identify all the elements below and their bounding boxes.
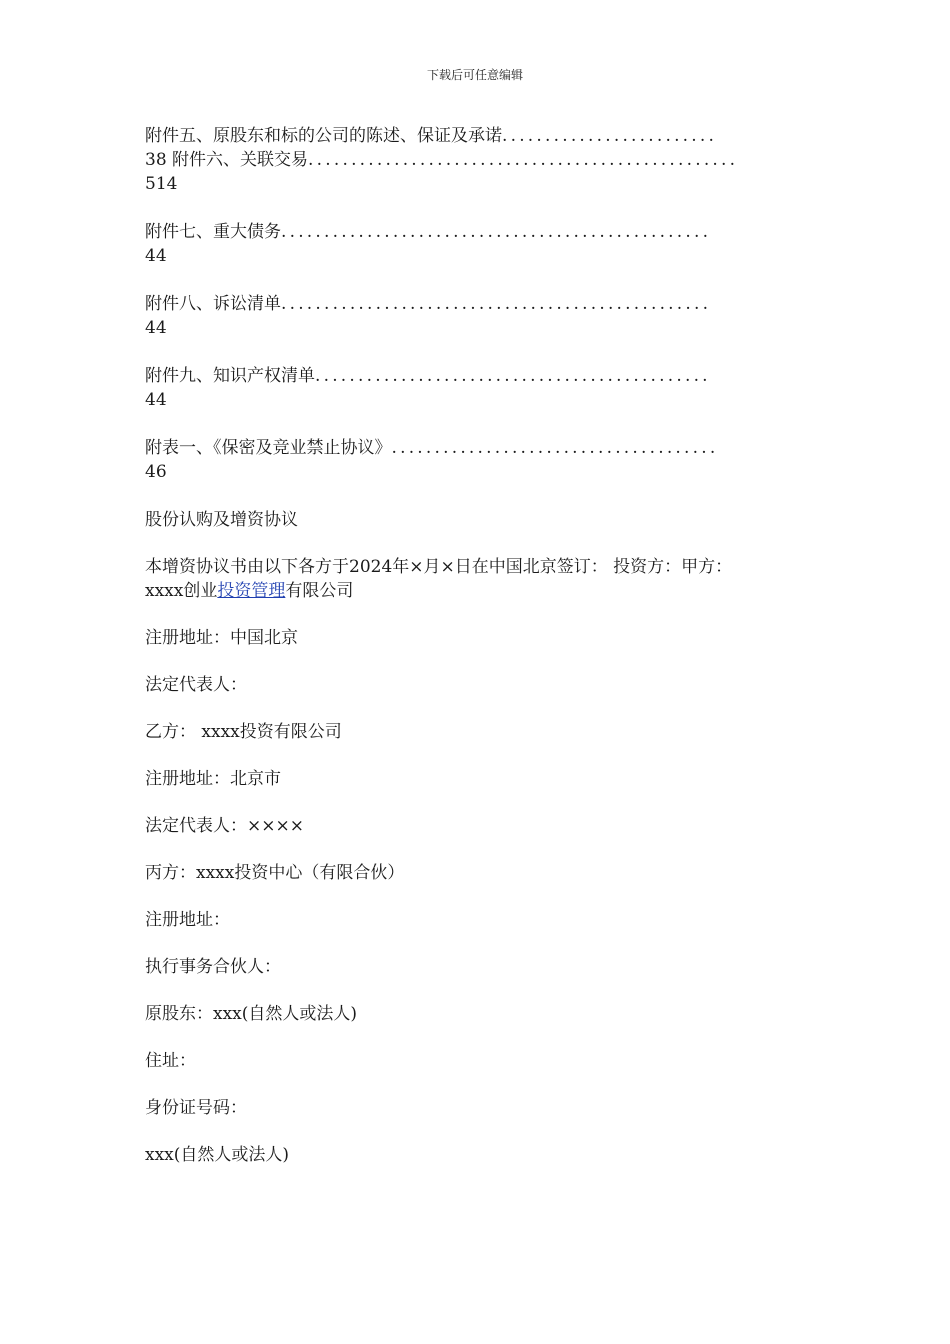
intro-party-a-suffix: 有限公司 [285,581,354,601]
toc-label: 附件七、重大债务 [145,222,281,242]
shareholder-address: 住址： [145,1051,196,1071]
toc-leader: .................................................. [308,150,739,170]
toc-entry-9 [145,364,815,412]
toc-label: 附件九、知识产权清单 [145,366,315,386]
document-body [145,124,815,1190]
toc-label: 38 附件六、关联交易 [145,150,309,170]
toc-leader: ......................... [502,126,718,146]
party-c-address: 注册地址： [145,910,230,930]
toc-page-number: 44 [145,318,167,338]
agreement-title: 股份认购及增资协议 [145,510,298,530]
intro-paragraph [145,555,815,603]
intro-text: 本增资协议书由以下各方于2024年×月×日在中国北京签订： 投资方：甲方： [145,557,733,577]
party-c: 丙方：xxxx投资中心（有限合伙） [145,863,405,883]
toc-page-number: 514 [145,174,178,194]
toc-label: 附件五、原股东和标的公司的陈述、保证及承诺 [145,126,502,146]
toc-label: 附件八、诉讼清单 [145,294,281,314]
toc-page-number: 44 [145,246,167,266]
party-a-address: 注册地址：中国北京 [145,628,298,648]
intro-party-a: xxxx创业 [145,581,218,601]
party-b-address: 注册地址：北京市 [145,769,281,789]
party-c-executive-partner: 执行事务合伙人： [145,957,281,977]
second-shareholder: xxx(自然人或法人) [145,1145,290,1165]
toc-leader: .............................................. [315,366,711,386]
toc-label: 附表一、《保密及竞业禁止协议》 [145,438,392,458]
investment-management-link[interactable]: 投资管理 [217,581,286,601]
party-b: 乙方： xxxx投资有限公司 [145,722,342,742]
toc-page-number: 44 [145,390,167,410]
party-a-representative: 法定代表人： [145,675,247,695]
toc-entry-5-6 [145,124,815,196]
toc-leader: ...................................... [391,438,719,458]
shareholder-id-number: 身份证号码： [145,1098,247,1118]
original-shareholder: 原股东：xxx(自然人或法人) [145,1004,358,1024]
toc-leader: .................................................. [281,294,712,314]
page-header: 下载后可任意编辑 [426,68,523,82]
toc-entry-8 [145,292,815,340]
toc-leader: .................................................. [281,222,712,242]
toc-page-number: 46 [145,462,167,482]
party-b-representative: 法定代表人：×××× [145,816,304,836]
toc-entry-appendix-1 [145,436,815,484]
toc-entry-7 [145,220,815,268]
